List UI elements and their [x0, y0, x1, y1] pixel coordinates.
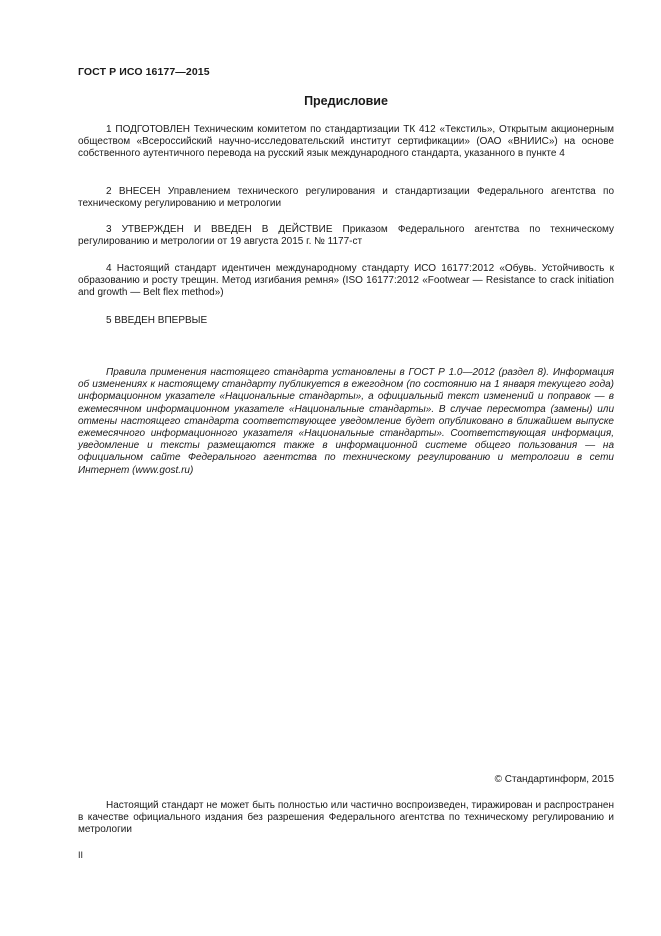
document-id-header: ГОСТ Р ИСО 16177—2015 [78, 66, 210, 78]
foreword-item-3: 3 УТВЕРЖДЕН И ВВЕДЕН В ДЕЙСТВИЕ Приказом Федерального агентства по техническому регулированию и метрологии от 19 августа 2015 г. № 1177-ст [78, 224, 614, 248]
foreword-item-1: 1 ПОДГОТОВЛЕН Техническим комитетом по стандартизации ТК 412 «Текстиль», Открытым акционерным обществом «Всероссийский научно-исследовательский институт сертификации» (ОАО «ВНИИС») на основе собственного аутентичного перевода на русский язык международного стандарта, указанного в пункте 4 [78, 124, 614, 160]
foreword-item-4: 4 Настоящий стандарт идентичен международному стандарту ИСО 16177:2012 «Обувь. Устойчивость к образованию и росту трещин. Метод изгибания ремня» (ISO 16177:2012 «Footwear — Resistance to crack initiation and growth — Belt flex method») [78, 263, 614, 299]
page-title: Предисловие [304, 94, 388, 108]
foreword-item-2: 2 ВНЕСЕН Управлением технического регулирования и стандартизации Федерального агентства по техническому регулированию и метрологии [78, 186, 614, 210]
foreword-item-5: 5 ВВЕДЕН ВПЕРВЫЕ [106, 315, 208, 326]
page-number: II [78, 850, 84, 860]
reproduction-notice: Настоящий стандарт не может быть полностью или частично воспроизведен, тиражирован и распространен в качестве официального издания без разрешения Федерального агентства по техническому регулированию и метрологии [78, 800, 614, 836]
rules-notice: Правила применения настоящего стандарта установлены в ГОСТ Р 1.0—2012 (раздел 8). Информация об изменениях к настоящему стандарту публикуется в ежегодном (по состоянию на 1 января текущего года) информационном указателе «Национальные стандарты», а официальный текст изменений и поправок — в ежемесячном информационном указателе «Национальные стандарты». В случае пересмотра (замены) или отмены настоящего стандарта соответствующее уведомление будет опубликовано в ближайшем выпуске ежемесячного информационного указателя «Национальные стандарты». Соответствующая информация, уведомление и тексты размещаются также в информационной системе общего пользования — на официальном сайте Федерального агентства по техническому регулированию и метрологии в сети Интернет (www.gost.ru) [78, 367, 614, 476]
copyright-line: © Стандартинформ, 2015 [494, 774, 614, 785]
